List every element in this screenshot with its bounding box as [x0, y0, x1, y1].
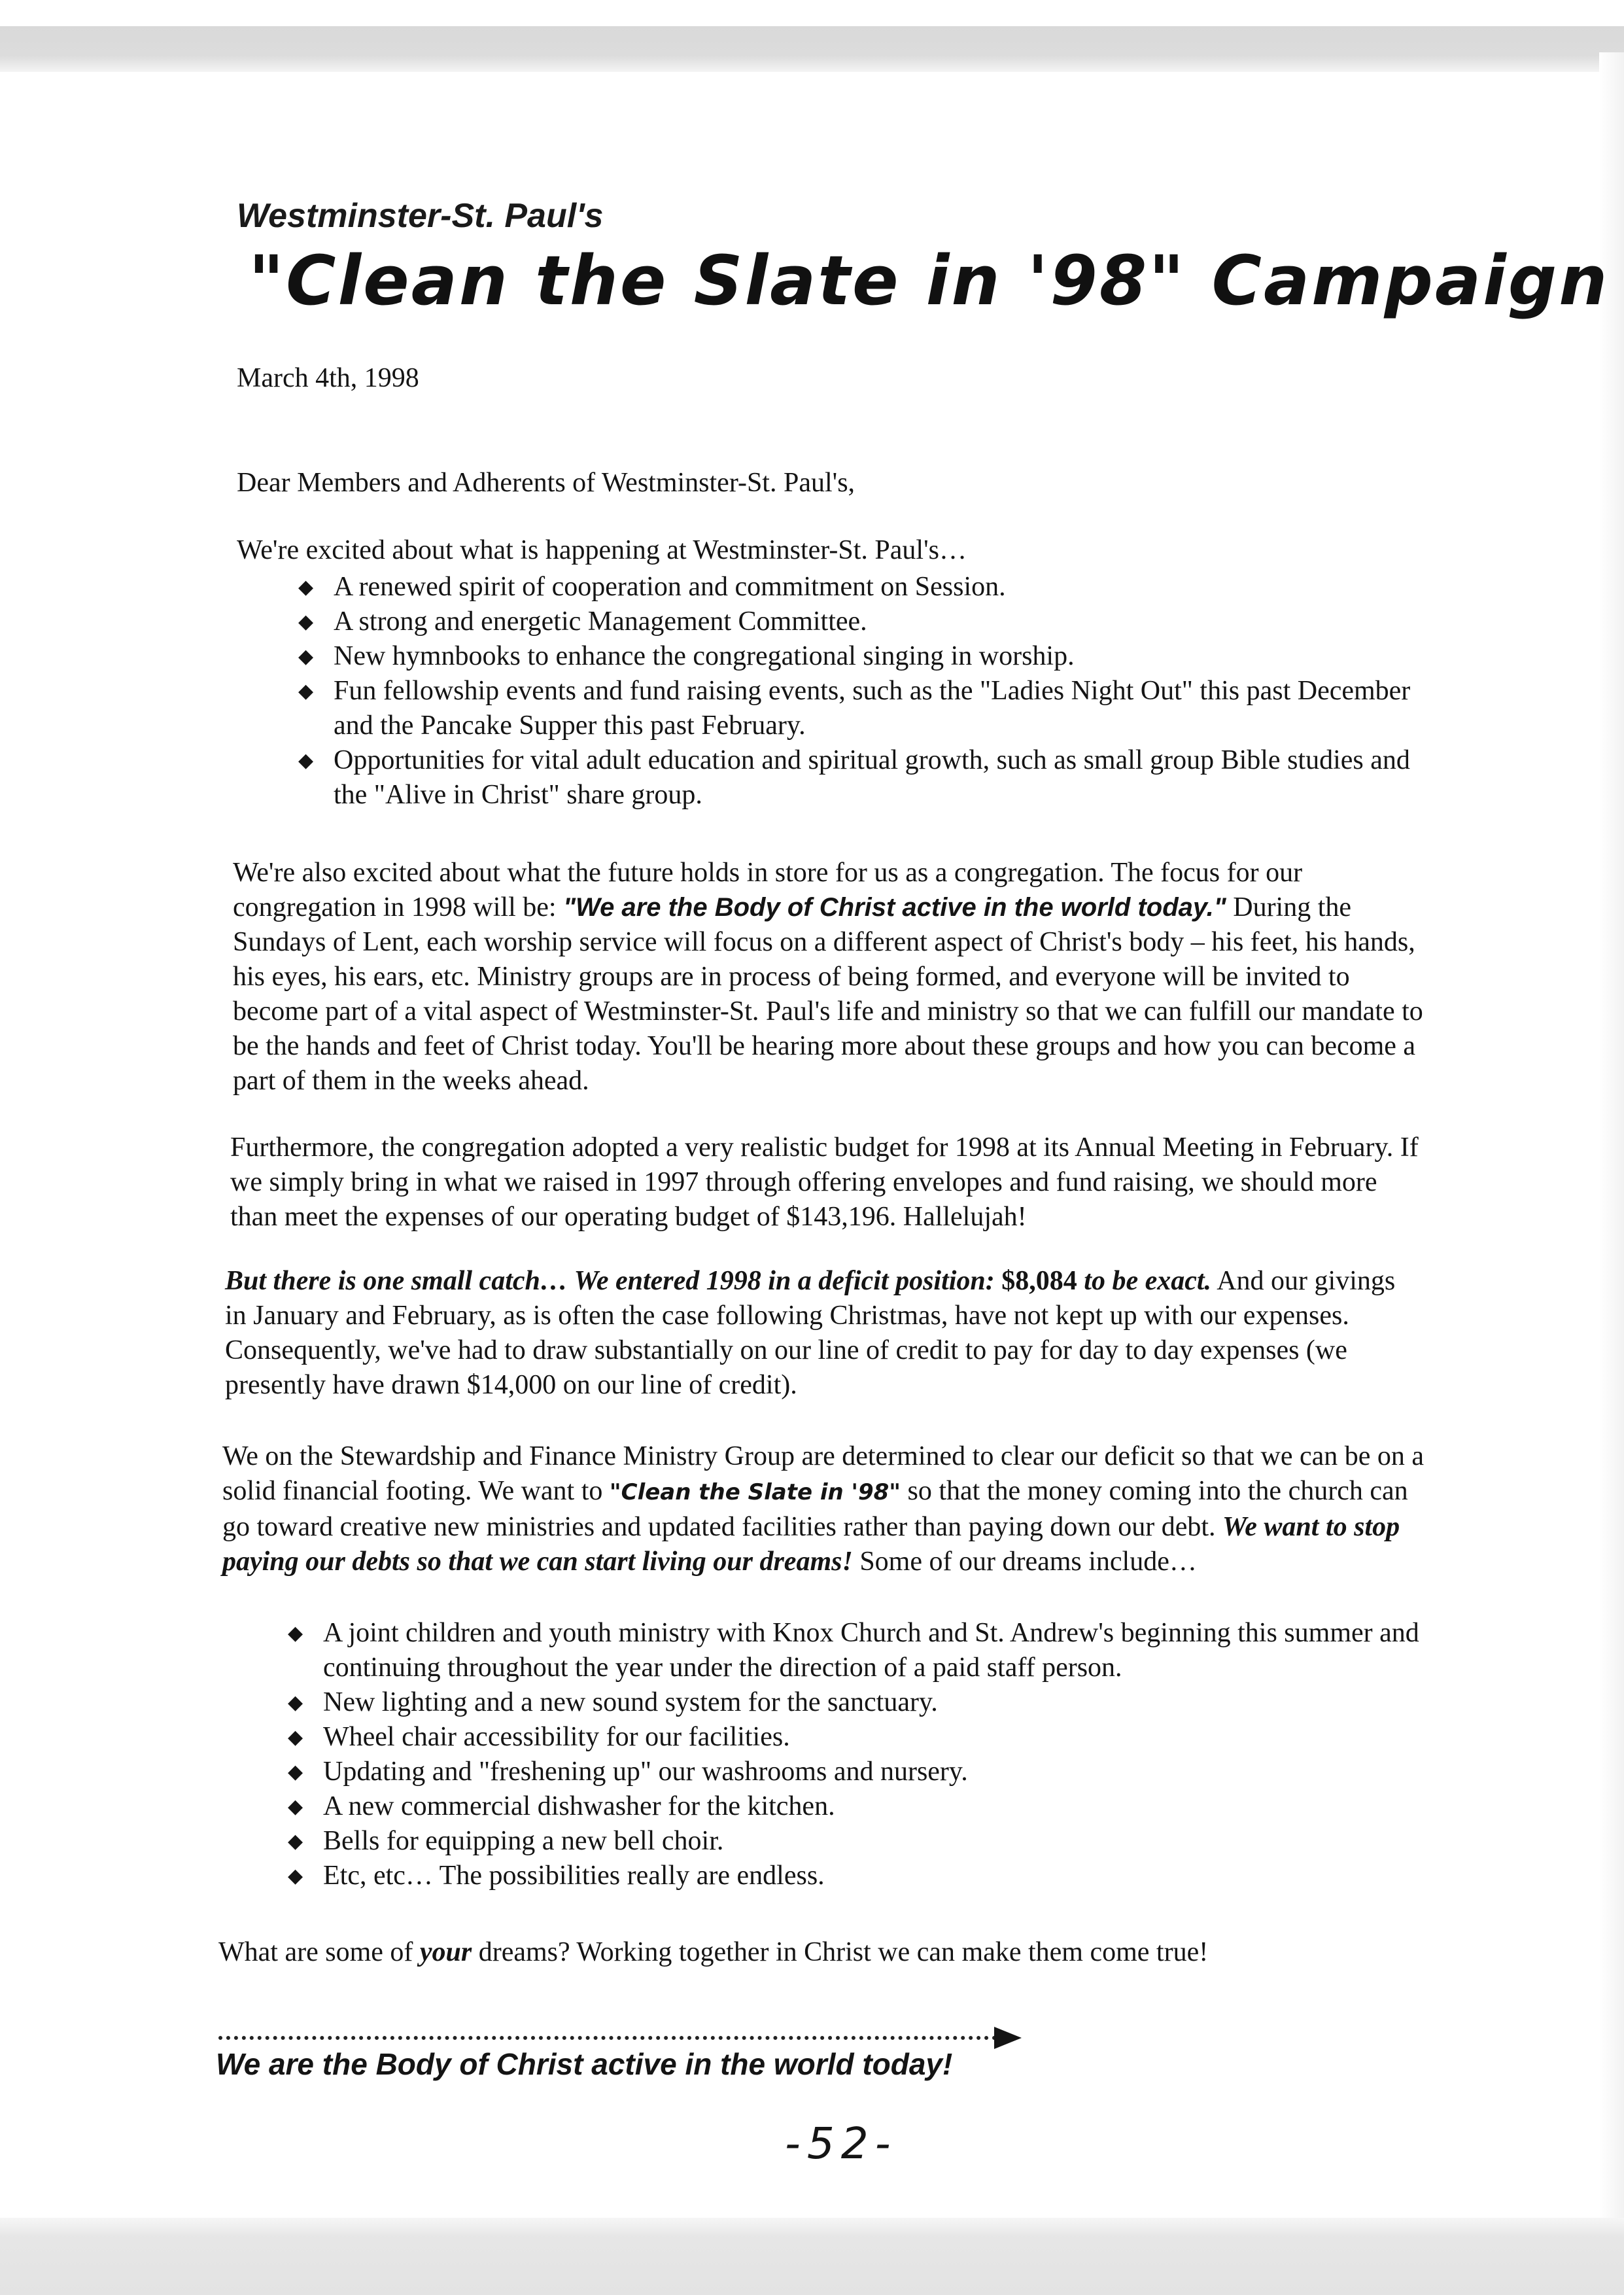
diamond-bullet-icon: ◆	[288, 1761, 303, 1783]
list-item: ◆ A joint children and youth ministry with Knox Church and St. Andrew's beginning this summer and continuing throughout the year under the direction of a paid staff person.	[288, 1616, 1426, 1685]
deficit-amount: $8,084	[994, 1266, 1084, 1296]
campaign-title: "Clean the Slate in '98" Campaign	[249, 241, 1610, 321]
list-item: ◆ New hymnbooks to enhance the congregational singing in worship.	[298, 639, 1443, 674]
list-item: ◆ Bells for equipping a new bell choir.	[288, 1824, 1426, 1859]
list-item: ◆ Updating and "freshening up" our washrooms and nursery.	[288, 1755, 1426, 1789]
diamond-bullet-icon: ◆	[298, 646, 314, 667]
list-item: ◆ A strong and energetic Management Committee.	[298, 604, 1443, 639]
arrow-right-icon	[994, 2027, 1022, 2049]
diamond-bullet-icon: ◆	[288, 1796, 303, 1817]
dotted-divider	[218, 2036, 997, 2040]
diamond-bullet-icon: ◆	[288, 1692, 303, 1713]
happenings-list	[298, 570, 1443, 813]
list-item: ◆ Etc, etc… The possibilities really are endless.	[288, 1859, 1426, 1893]
deficit-catch: But there is one small catch… We entered 1998 in a deficit position:	[225, 1266, 995, 1296]
salutation: Dear Members and Adherents of Westminster-St. Paul's,	[237, 468, 855, 498]
letter-date: March 4th, 1998	[237, 363, 419, 393]
diamond-bullet-icon: ◆	[288, 1726, 303, 1748]
diamond-bullet-icon: ◆	[298, 750, 314, 771]
budget-paragraph: Furthermore, the congregation adopted a very realistic budget for 1998 at its Annual Meeting in February. If we simply bring in what we raised in 1997 through offering envelopes and fund raising, we should more than meet the expenses of our operating budget of $143,196. Hallelujah!	[230, 1132, 1419, 1232]
diamond-bullet-icon: ◆	[288, 1865, 303, 1887]
list-item: ◆ Wheel chair accessibility for our facilities.	[288, 1720, 1426, 1755]
closing-paragraph: What are some of your dreams? Working together in Christ we can make them come true!	[218, 1937, 1209, 1967]
list-item: ◆ A new commercial dishwasher for the kitchen.	[288, 1789, 1426, 1824]
page-number: -52-	[785, 2118, 897, 2169]
organization-name: Westminster-St. Paul's	[237, 197, 604, 235]
diamond-bullet-icon: ◆	[298, 680, 314, 702]
inline-campaign-slogan: "Clean the Slate in '98"	[609, 1479, 901, 1505]
diamond-bullet-icon: ◆	[288, 1831, 303, 1852]
footer-slogan: We are the Body of Christ active in the world today!	[216, 2047, 953, 2081]
deficit-paragraph: But there is one small catch… We entered 1998 in a deficit position: $8,084 to be exact. And our givings in January and February, as is often the case following Christmas, have not kept up with our expenses. Consequently, we've had to draw substantially on our line of credit to pay for day to day expenses (we presently have drawn $14,000 on our line of credit).	[225, 1266, 1396, 1400]
focus-statement: "We are the Body of Christ active in the world today."	[563, 893, 1226, 922]
diamond-bullet-icon: ◆	[298, 576, 314, 598]
list-item: ◆ A renewed spirit of cooperation and commitment on Session.	[298, 570, 1443, 604]
diamond-bullet-icon: ◆	[288, 1622, 303, 1644]
list-item: ◆ New lighting and a new sound system for the sanctuary.	[288, 1685, 1426, 1720]
stewardship-paragraph: We on the Stewardship and Finance Ministry Group are determined to clear our deficit so that we can be on a solid financial footing. We want to "Clean the Slate in '98" so that the money coming into the church can go toward creative new ministries and updated facilities rather than paying down our debt. We want to stop paying our debts so that we can start living our dreams! Some of our dreams include…	[222, 1441, 1425, 1577]
dreams-emphasis: We want to stop paying our debts so that we can start living our dreams!	[222, 1512, 1400, 1577]
dreams-list	[288, 1616, 1426, 1893]
list-item: ◆ Fun fellowship events and fund raising events, such as the "Ladies Night Out" this past December and the Pancake Supper this past February.	[298, 674, 1443, 743]
intro-line: We're excited about what is happening at Westminster-St. Paul's…	[237, 535, 967, 565]
future-paragraph: We're also excited about what the future holds in store for us as a congregation. The focus for our congregation in 1998 will be: "We are the Body of Christ active in the world today." During the Sundays of Lent, each worship service will focus on a different aspect of Christ's body – his feet, his hands, his eyes, his ears, etc. Ministry groups are in process of being formed, and everyone will be invited to become part of a vital aspect of Westminster-St. Paul's life and ministry so that we can fulfill our mandate to be the hands and feet of Christ today. You'll be hearing more about these groups and how you can become a part of them in the weeks ahead.	[233, 858, 1423, 1096]
diamond-bullet-icon: ◆	[298, 611, 314, 633]
list-item: ◆ Opportunities for vital adult education and spiritual growth, such as small group Bible studies and the "Alive in Christ" share group.	[298, 743, 1443, 813]
